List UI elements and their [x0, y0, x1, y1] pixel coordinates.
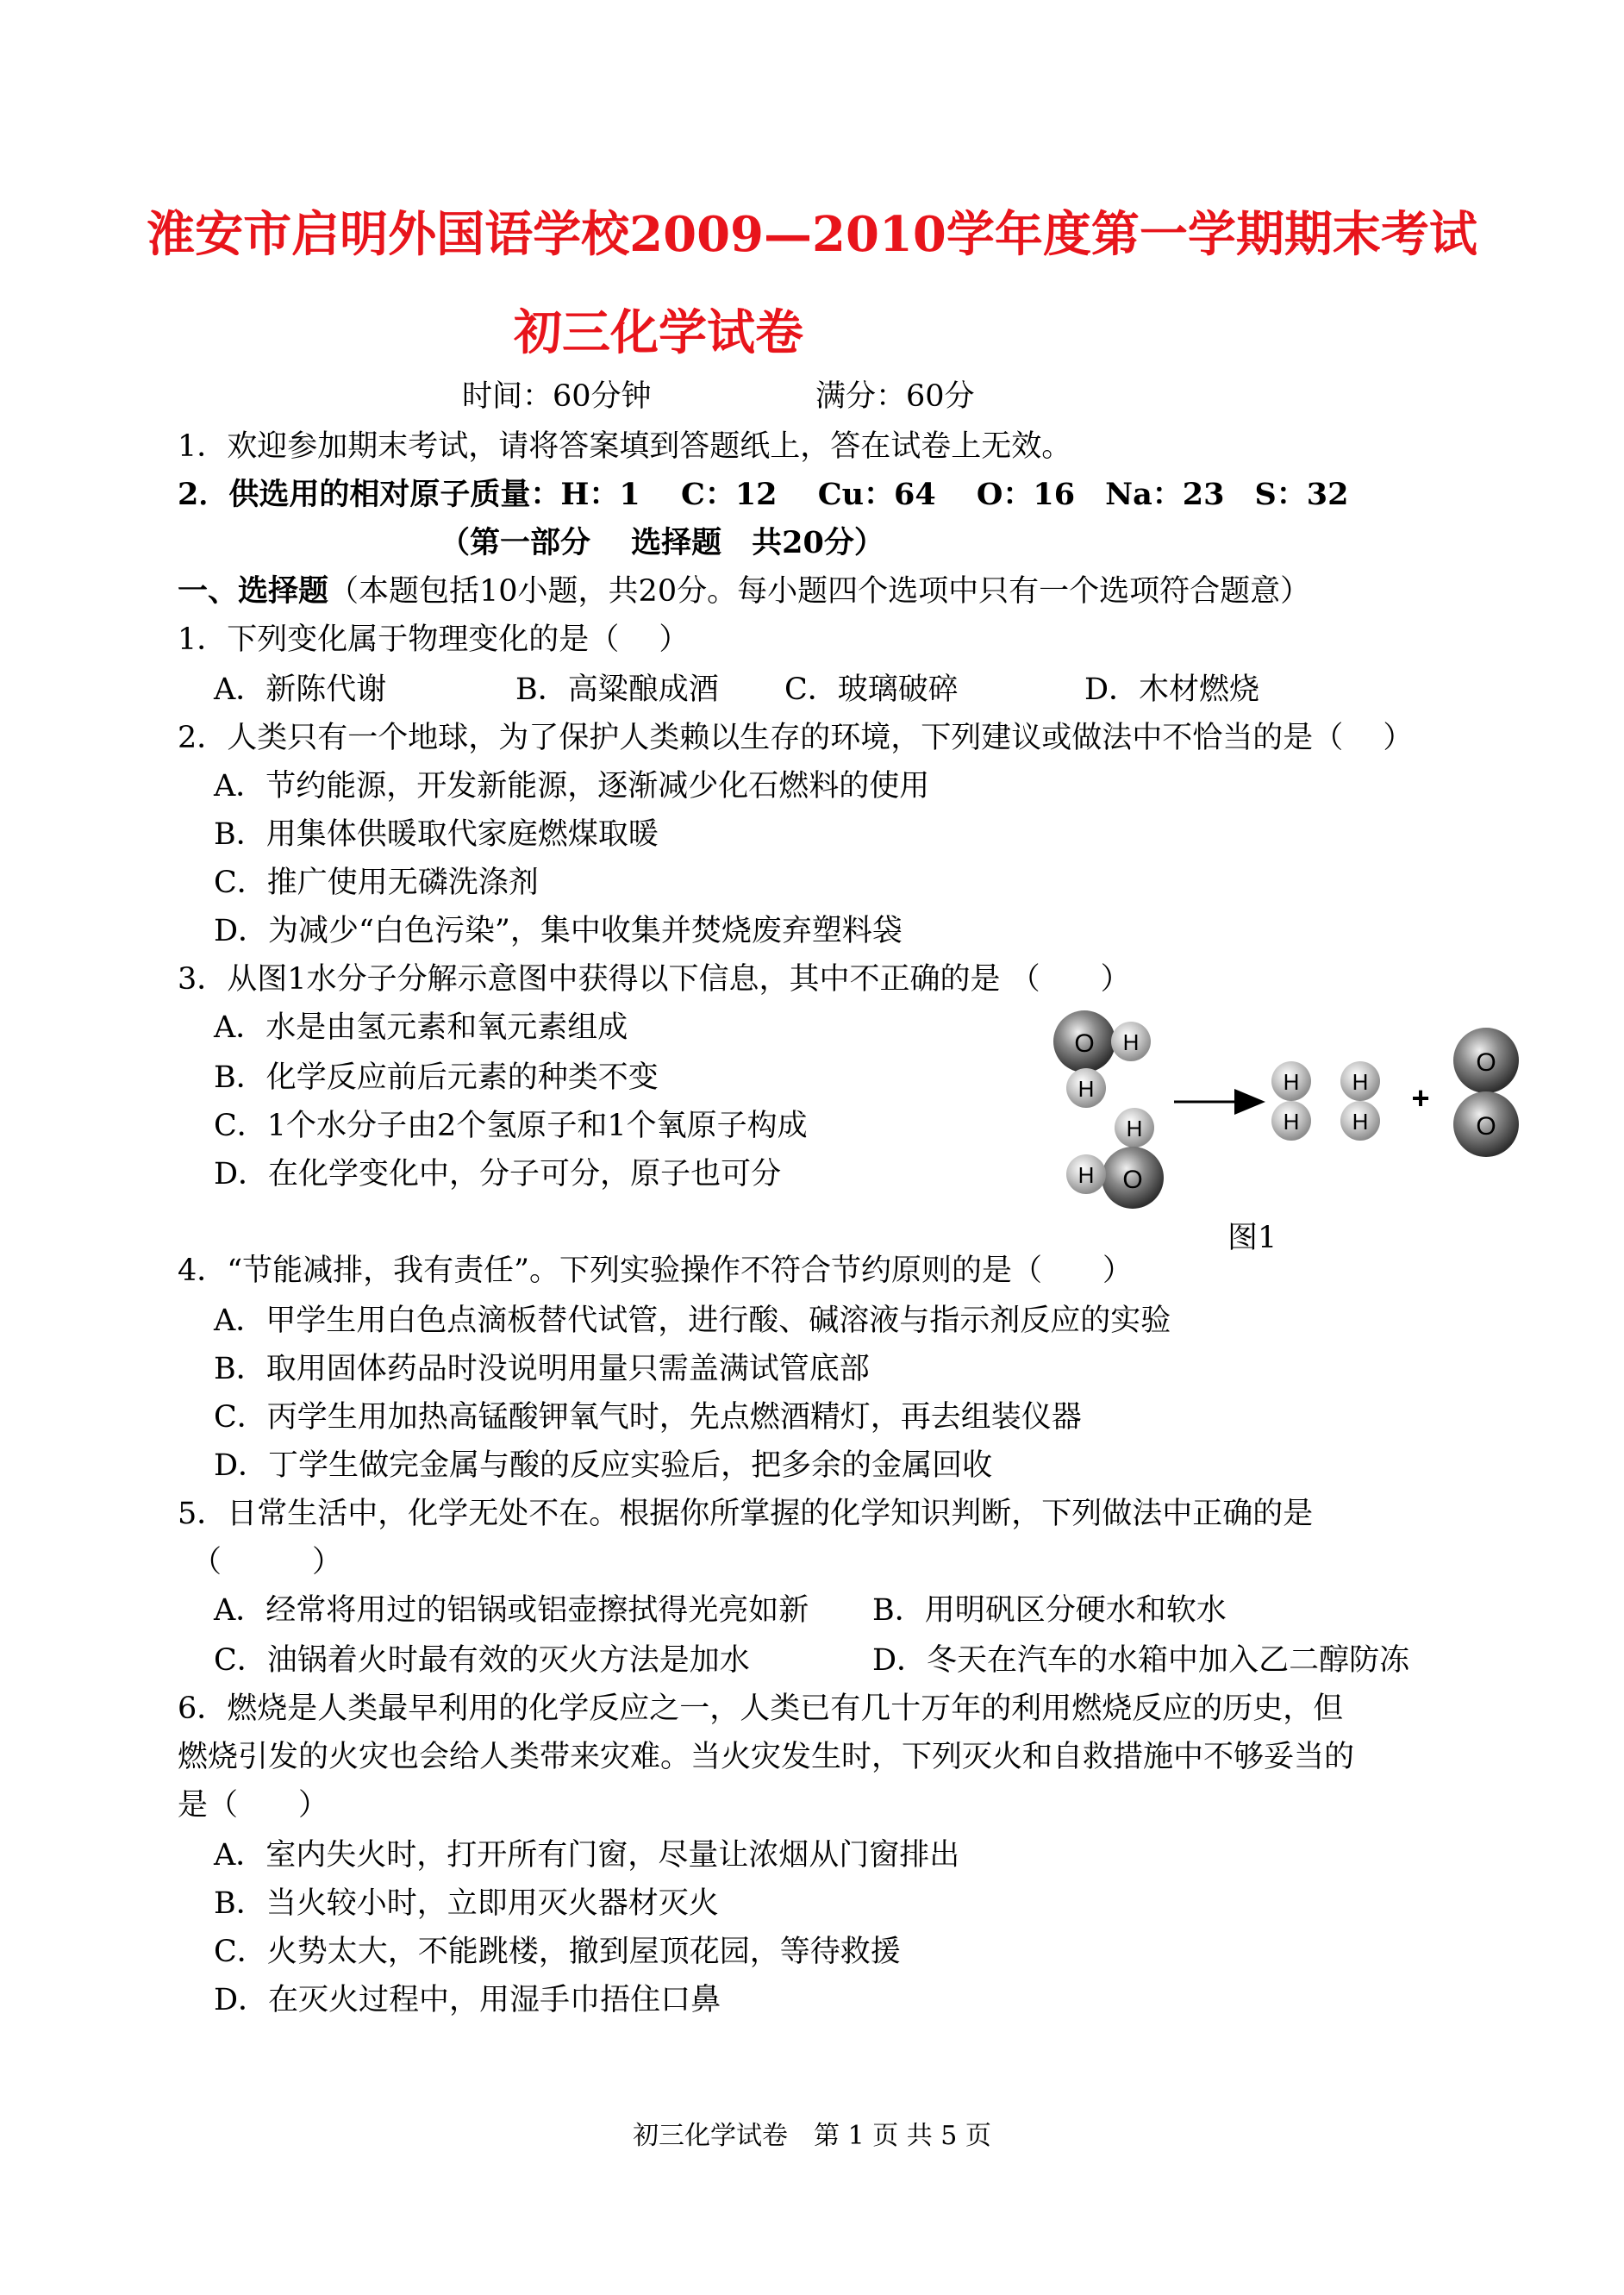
- q6-option-c: C．火势太大，不能跳楼，撤到屋顶花园，等待救援: [214, 1935, 901, 1969]
- atom-label-h: H: [1352, 1069, 1369, 1095]
- q3-option-d: D．在化学变化中，分子可分，原子也可分: [214, 1157, 782, 1191]
- atom-label-o: O: [1122, 1166, 1143, 1194]
- q1-option-d: D．木材燃烧: [1084, 672, 1260, 707]
- q3-option-c: C．1个水分子由2个氢原子和1个氧原子构成: [214, 1109, 808, 1143]
- exam-subtitle: 初三化学试卷: [514, 304, 803, 361]
- q3-option-b: B．化学反应前后元素的种类不变: [214, 1060, 659, 1095]
- q2-option-c: C．推广使用无磷洗涤剂: [214, 866, 539, 900]
- q5-option-d: D．冬天在汽车的水箱中加入乙二醇防冻: [872, 1643, 1410, 1678]
- q6-option-b: B．当火较小时，立即用灭火器材灭火: [214, 1886, 719, 1921]
- q2-option-d: D．为减少“白色污染”，集中收集并焚烧废弃塑料袋: [214, 914, 903, 948]
- atom-label-h: H: [1283, 1109, 1300, 1135]
- question-6-stem-line1: 6．燃烧是人类最早利用的化学反应之一，人类已有几十万年的利用燃烧反应的历史，但: [178, 1692, 1344, 1726]
- question-2-stem: 2．人类只有一个地球，为了保护人类赖以生存的环境，下列建议或做法中不恰当的是（ ）: [178, 721, 1414, 755]
- q1-option-c: C．玻璃破碎: [784, 672, 959, 707]
- atom-label-o: O: [1476, 1048, 1496, 1077]
- note-2: 2．供选用的相对原子质量：H：1 C：12 Cu：64 O：16 Na：23 S：32: [178, 477, 1349, 512]
- atom-label-h: H: [1352, 1109, 1369, 1135]
- atom-label-h: H: [1283, 1069, 1300, 1095]
- question-6-stem-line3: 是（ ）: [178, 1788, 329, 1823]
- section-heading: [178, 572, 1310, 610]
- question-4-stem: 4．“节能减排，我有责任”。下列实验操作不符合节约原则的是（ ）: [178, 1254, 1134, 1288]
- q5-option-a: A．经常将用过的铝锅或铝壶擦拭得光亮如新: [214, 1593, 809, 1628]
- plus-sign: +: [1411, 1080, 1430, 1116]
- page-footer: 初三化学试卷 第 1 页 共 5 页: [633, 2121, 991, 2151]
- q4-option-c: C．丙学生用加热高锰酸钾氧气时，先点燃酒精灯，再去组装仪器: [214, 1400, 1082, 1435]
- q6-option-a: A．室内失火时，打开所有门窗，尽量让浓烟从门窗排出: [214, 1838, 960, 1873]
- atom-label-h: H: [1126, 1116, 1143, 1141]
- q4-option-d: D．丁学生做完金属与酸的反应实验后，把多余的金属回收: [214, 1448, 993, 1483]
- question-3-stem: 3．从图1水分子分解示意图中获得以下信息，其中不正确的是 （ ）: [178, 962, 1131, 997]
- q2-option-b: B．用集体供暖取代家庭燃煤取暖: [214, 817, 659, 852]
- q4-option-b: B．取用固体药品时没说明用量只需盖满试管底部: [214, 1352, 870, 1386]
- q1-option-a: A．新陈代谢: [214, 672, 387, 707]
- atom-label-o: O: [1074, 1029, 1095, 1058]
- water-molecule-1: [1053, 1010, 1151, 1108]
- exam-title: 淮安市启明外国语学校2009—2010学年度第一学期期末考试: [147, 206, 1477, 263]
- q2-option-a: A．节约能源，开发新能源，逐渐减少化石燃料的使用: [214, 769, 930, 804]
- section-desc: （本题包括10小题，共20分。每小题四个选项中只有一个选项符合题意）: [328, 574, 1311, 609]
- atom-label-o: O: [1476, 1112, 1496, 1141]
- q6-option-d: D．在灭火过程中，用湿手巾捂住口鼻: [214, 1983, 721, 2017]
- q1-option-b: B．高粱酿成酒: [515, 672, 719, 707]
- exam-time: 时间：60分钟: [462, 379, 652, 414]
- hydrogen-molecule-1: [1271, 1061, 1311, 1141]
- question-5-stem: 5．日常生活中，化学无处不在。根据你所掌握的化学知识判断，下列做法中正确的是: [178, 1497, 1314, 1531]
- atom-label-h: H: [1077, 1162, 1095, 1188]
- exam-score: 满分：60分: [815, 379, 975, 414]
- part-one-heading: （第一部分 选择题 共20分）: [440, 525, 884, 560]
- hydrogen-molecule-2: [1340, 1061, 1380, 1141]
- q5-option-b: B．用明矾区分硬水和软水: [872, 1593, 1227, 1628]
- water-molecule-2: [1066, 1108, 1164, 1209]
- atom-label-h: H: [1077, 1076, 1095, 1102]
- question-5-blank: （ ）: [191, 1545, 343, 1579]
- oxygen-molecule: [1453, 1028, 1519, 1157]
- question-1-stem: 1．下列变化属于物理变化的是（ ）: [178, 622, 690, 657]
- water-decomposition-figure: [1034, 1009, 1552, 1276]
- figure-caption: 图1: [1227, 1221, 1277, 1255]
- note-1: 1．欢迎参加期末考试，请将答案填到答题纸上，答在试卷上无效。: [178, 429, 1072, 464]
- q3-option-a: A．水是由氢元素和氧元素组成: [214, 1010, 628, 1045]
- q5-option-c: C．油锅着火时最有效的灭火方法是加水: [214, 1643, 750, 1678]
- q4-option-a: A．甲学生用白色点滴板替代试管，进行酸、碱溶液与指示剂反应的实验: [214, 1304, 1171, 1338]
- atom-label-h: H: [1122, 1029, 1140, 1055]
- question-6-stem-line2: 燃烧引发的火灾也会给人类带来灾难。当火灾发生时，下列灭火和自救措施中不够妥当的: [178, 1740, 1355, 1774]
- section-label: 一、选择题: [178, 573, 329, 609]
